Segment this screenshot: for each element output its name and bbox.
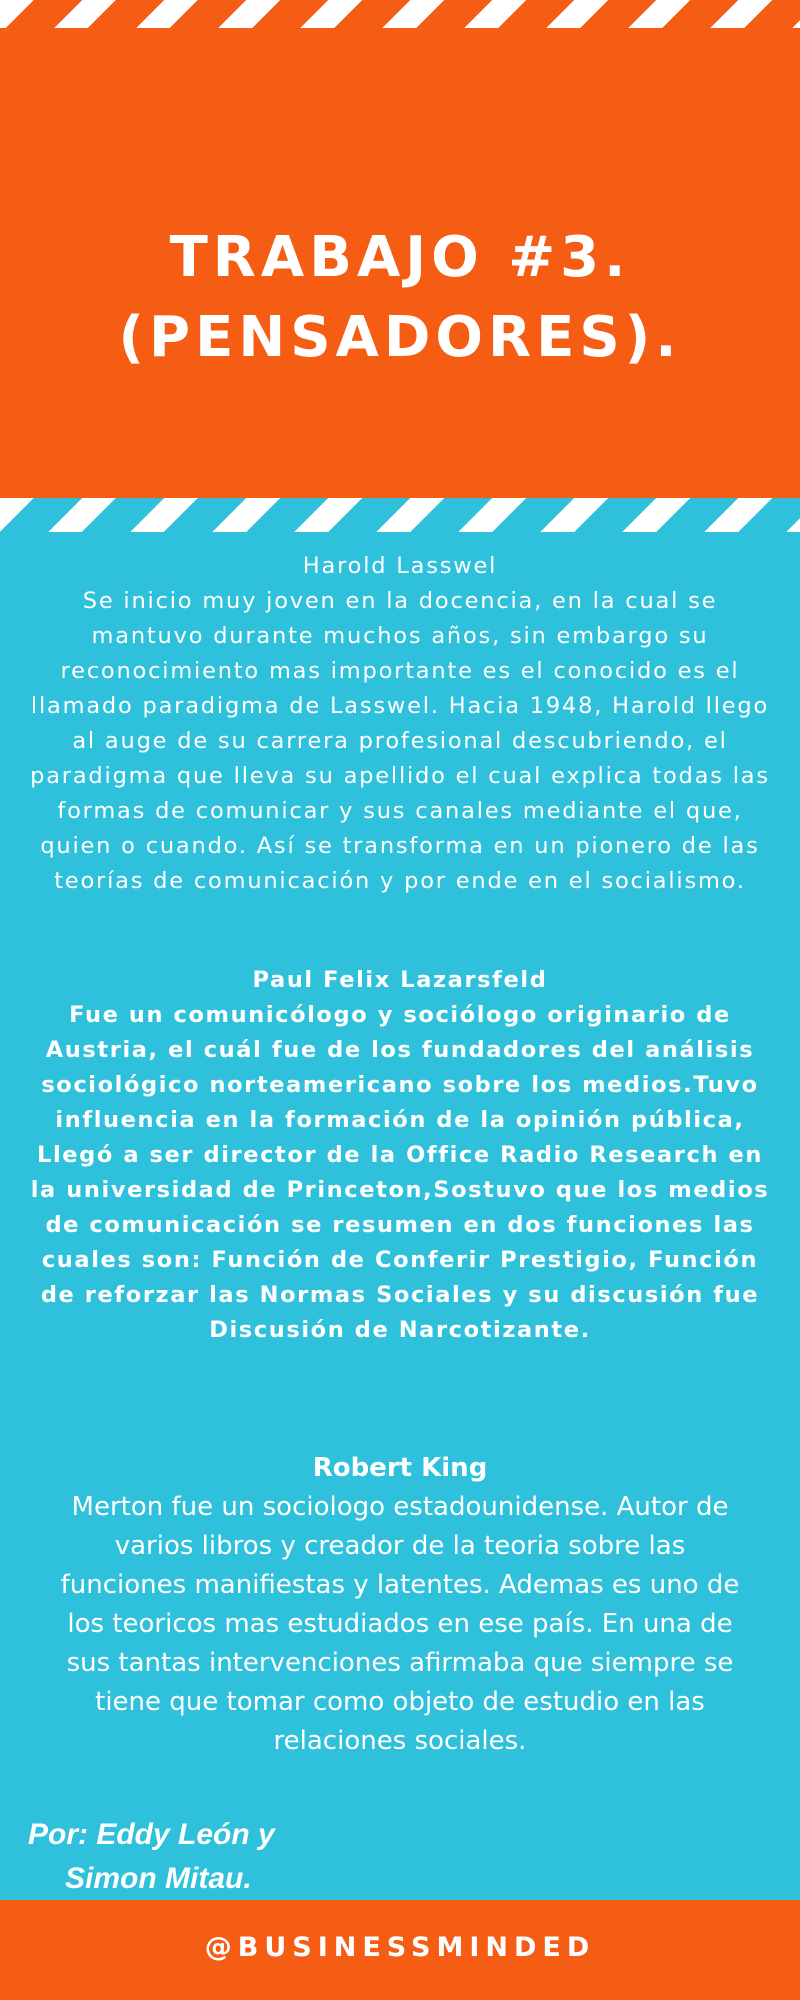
section-harold-lasswel (22, 549, 778, 899)
section-body: Se inicio muy joven en la docencia, en la cual se mantuvo durante muchos años, sin embargo su reconocimiento mas importante es el conocido es el llamado paradigma de Lasswel. Hacia 1948, Harold llego al auge de su carrera profesional descubriendo, el paradigma que lleva su apellido el cual explica todas las formas de comunicar y sus canales mediante el que, quien o cuando. Así se transforma en un pionero de las teorías de comunicación y por ende en el socialismo. (30, 588, 770, 894)
top-stripe-decoration (0, 0, 800, 28)
section-heading: Harold Lasswel (302, 553, 498, 579)
section-robert-king (60, 1449, 740, 1761)
author-credit (28, 1813, 275, 1901)
author-line-2: Simon Mitau. (65, 1862, 252, 1895)
middle-stripe-decoration (0, 498, 800, 532)
section-body-continued: Llegó a ser director de la Office Radio Research en la universidad de Princeton,Sostuvo que los medios de comunicación se resumen en dos funciones las cuales son: Función de Conferir Prestigio, Función de reforzar las Normas Sociales y su discusión fue Discusión de Narcotizante. (30, 1142, 770, 1343)
section-paul-felix-lazarsfeld (22, 963, 778, 1348)
title-line-1: TRABAJO #3. (169, 225, 631, 290)
section-heading: Robert King (312, 1453, 488, 1483)
author-line-1: Por: Eddy León y (28, 1818, 275, 1851)
section-heading: Paul Felix Lazarsfeld (252, 967, 548, 993)
page-title (0, 218, 800, 378)
title-line-2: (PENSADORES). (118, 305, 682, 370)
footer-banner (0, 1900, 800, 2000)
header-banner (0, 28, 800, 498)
footer-handle: @BUSINESSMINDED (204, 1932, 596, 1963)
section-body: Merton fue un sociologo estadounidense. Autor de varios libros y creador de la teoria sobre las funciones manifiestas y latentes. Ademas es uno de los teoricos mas estudiados en ese país. En una de sus tantas intervenciones afirmaba que siempre se tiene que tomar como objeto de estudio en las relaciones sociales. (60, 1492, 740, 1756)
section-body: Fue un comunicólogo y sociólogo originario de Austria, el cuál fue de los fundadores del análisis sociológico norteamericano sobre los medios.Tuvo influencia en la formación de la opinión pública, (41, 1002, 759, 1133)
